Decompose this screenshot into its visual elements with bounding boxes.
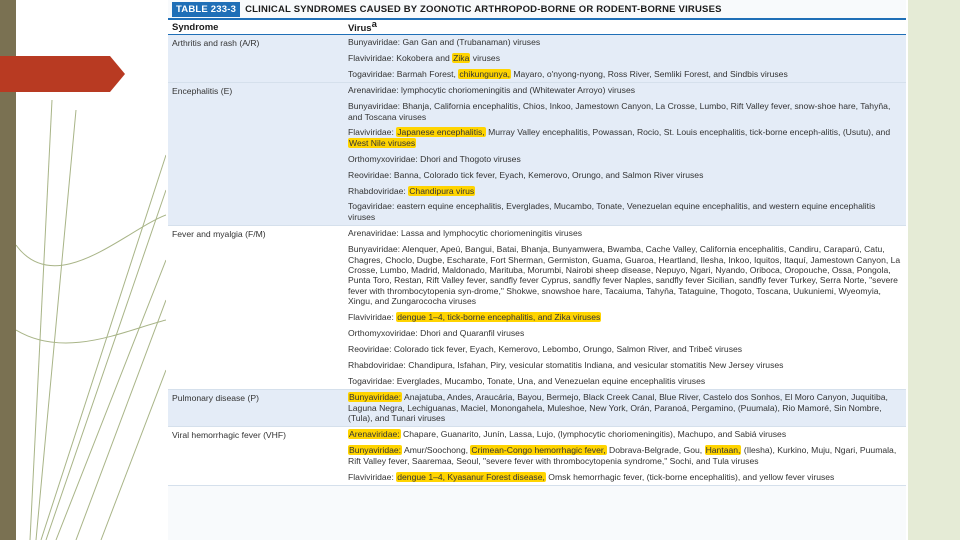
entry-text: Togaviridae: eastern equine encephalitis, Everglades, Mucambo, Tonate, Venezuelan equine encephalitis, and western equine encephalitis viruses bbox=[348, 201, 876, 222]
entry-text: Arenaviridae: Lassa and lymphocytic choriomeningitis viruses bbox=[348, 228, 583, 239]
table-row bbox=[168, 390, 906, 427]
table-header bbox=[168, 0, 906, 20]
virus-family-entry bbox=[348, 69, 902, 79]
entry-text: Chapare, Guanarito, Junín, Lassa, Lujo, (lymphocytic choriomeningitis), Machupo, and Sabiá viruses bbox=[400, 429, 787, 440]
highlighted-text: dengue 1–4, tick-borne encephalitis, and Zika viruses bbox=[397, 312, 601, 323]
syndrome-cell: Pulmonary disease (P) bbox=[172, 393, 259, 404]
table-title: CLINICAL SYNDROMES CAUSED BY ZOONOTIC ARTHROPOD-BORNE OR RODENT-BORNE VIRUSES bbox=[245, 3, 722, 15]
entry-text: Dobrava-Belgrade, Gou, bbox=[606, 445, 705, 456]
virus-cell bbox=[348, 226, 906, 389]
syndrome-cell: Arthritis and rash (A/R) bbox=[172, 38, 260, 48]
virus-column-header bbox=[348, 19, 906, 34]
virus-family-entry bbox=[348, 392, 902, 423]
entry-text: Reoviridae: Colorado tick fever, Eyach, Kemerovo, Lebombo, Orungo, Salmon River, and Tribeč viruses bbox=[348, 343, 743, 354]
highlighted-text: dengue 1–4, Kyasanur Forest disease, bbox=[397, 471, 545, 482]
entry-text: Togaviridae: Barmah Forest, bbox=[348, 68, 459, 79]
virus-family-entry bbox=[348, 344, 902, 354]
virus-family-entry bbox=[348, 244, 902, 306]
highlighted-text: Bunyaviridae: bbox=[349, 392, 402, 403]
table-number: TABLE 233-3 bbox=[172, 2, 240, 17]
entry-text: Rhabdoviridae: bbox=[348, 185, 409, 196]
entry-text: Amur/Soochong, bbox=[402, 445, 471, 456]
entry-text: Bunyaviridae: Alenquer, Apeú, Bangui, Batai, Bhanja, Bunyamwera, Bwamba, Cache Valley, California encephalitis, Candiru, Caraparú, Catu, Chagres, Choclo, Dugbe, Escharate, Fort Sherman, Germiston, Guama, Guaroa, Heartland, Ilesha, Inkoo, Iquitos, Itaquí, Jamestown Canyon, La Crosse, Lumbo, Madrid, Maldonado, Marituba, Morumbi, Nairobi sheep disease, Nepuyo, Ngari, Nyando, Oriboca, Oropouche, Ossa, Pongola, Punta Toro, Restan, Rift Valley fever, sandfly fever Cyprus, sandfly fever Naples, sandfly fever Sicilian, sandfly fever Turkey, Serra Norte, "severe fever with thrombocytopenia syn-drome," Shokwe, snowshoe hare, Tacaiuma, Tahyňa, Tataguine, Thogoto, Toscana, Uukuniemi, Wyeomyia, Xingu, and Zungarococha viruses bbox=[348, 244, 901, 307]
syndrome-cell: Fever and myalgia (F/M) bbox=[172, 229, 266, 240]
table-body bbox=[168, 35, 906, 486]
entry-text: Omsk hemorrhagic fever, (tick-borne encephalitis), and yellow fever viruses bbox=[545, 471, 835, 482]
column-headers bbox=[168, 20, 906, 35]
virus-family-entry bbox=[348, 376, 902, 386]
entry-text: Flaviviridae: bbox=[348, 471, 397, 482]
highlighted-text: chikungunya, bbox=[459, 68, 510, 79]
highlighted-text: Hantaan, bbox=[705, 445, 741, 456]
highlighted-text: Japanese encephalitis, bbox=[397, 127, 485, 138]
table-row bbox=[168, 83, 906, 226]
entry-text: Flaviviridae: bbox=[348, 127, 397, 138]
virus-cell bbox=[348, 390, 906, 426]
virus-family-entry bbox=[348, 154, 902, 164]
clinical-syndromes-table bbox=[168, 0, 906, 540]
virus-family-entry bbox=[348, 312, 902, 322]
entry-text: Orthomyxoviridae: Dhori and Quaranfil viruses bbox=[348, 328, 525, 339]
highlighted-text: Crimean-Congo hemorrhagic fever, bbox=[471, 445, 606, 456]
virus-family-entry bbox=[348, 186, 902, 196]
highlighted-text: Bunyaviridae: bbox=[349, 445, 402, 456]
entry-text: Rhabdoviridae: Chandipura, Isfahan, Piry, vesicular stomatitis Indiana, and vesicular stomatitis New Jersey viruses bbox=[348, 359, 784, 370]
highlighted-text: Zika bbox=[453, 52, 470, 63]
highlighted-text: Arenaviridae: bbox=[349, 429, 400, 440]
entry-text: viruses bbox=[470, 52, 500, 63]
table-row bbox=[168, 35, 906, 83]
virus-family-entry bbox=[348, 101, 902, 122]
virus-family-entry bbox=[348, 429, 902, 439]
entry-text: Arenaviridae: lymphocytic choriomeningitis and (Whitewater Arroyo) viruses bbox=[348, 85, 636, 96]
entry-text: Orthomyxoviridae: Dhori and Thogoto viruses bbox=[348, 153, 521, 164]
virus-family-entry bbox=[348, 85, 902, 95]
highlighted-text: Chandipura virus bbox=[409, 185, 475, 196]
entry-text: Togaviridae: Everglades, Mucambo, Tonate, Una, and Venezuelan equine encephalitis viruses bbox=[348, 375, 706, 386]
entry-text: (Ilesha), Kurkino, Muju, Ngari, Puumala, Rift Valley fever, Saaremaa, Seoul, "severe fever with thrombocytopenia syndrome," Sochi, and Tula viruses bbox=[348, 445, 897, 466]
entry-text: Flaviviridae: Kokobera and bbox=[348, 52, 453, 63]
highlighted-text: West Nile viruses bbox=[349, 137, 416, 148]
entry-text: Anajatuba, Andes, Araucária, Bayou, Bermejo, Black Creek Canal, Blue River, Castelo dos Sonhos, El Moro Canyon, Juquitiba, Laguna Negra, Lechiguanas, Maciel, Monongahela, Muleshoe, New York, Orán, Paranoá, Pergamino, (Puumala), Rio Mamoré, Sin Nombre, (Tula), and Tunari viruses bbox=[348, 392, 888, 423]
virus-family-entry bbox=[348, 201, 902, 222]
virus-cell bbox=[348, 35, 906, 82]
entry-text: Bunyaviridae: Gan Gan and (Trubanaman) viruses bbox=[348, 37, 541, 47]
table-row bbox=[168, 226, 906, 390]
virus-family-entry bbox=[348, 360, 902, 370]
virus-family-entry bbox=[348, 53, 902, 63]
virus-header-label: Virus bbox=[348, 23, 372, 35]
virus-family-entry bbox=[348, 445, 902, 466]
virus-family-entry bbox=[348, 37, 902, 47]
virus-cell bbox=[348, 427, 906, 485]
entry-text: Murray Valley encephalitis, Powassan, Rocio, St. Louis encephalitis, tick-borne enceph-alitis, (Usutu), and bbox=[485, 127, 891, 138]
syndrome-column-header: Syndrome bbox=[172, 21, 219, 33]
virus-family-entry bbox=[348, 228, 902, 238]
right-decorative-panel bbox=[908, 0, 960, 540]
syndrome-cell: Encephalitis (E) bbox=[172, 86, 233, 97]
virus-family-entry bbox=[348, 127, 902, 148]
syndrome-cell: Viral hemorrhagic fever (VHF) bbox=[172, 430, 286, 441]
table-row bbox=[168, 427, 906, 486]
virus-header-footnote: a bbox=[371, 19, 377, 31]
virus-cell bbox=[348, 83, 906, 225]
virus-family-entry bbox=[348, 170, 902, 180]
virus-family-entry bbox=[348, 328, 902, 338]
entry-text: Flaviviridae: bbox=[348, 312, 397, 323]
virus-family-entry bbox=[348, 472, 902, 482]
entry-text: Mayaro, o'nyong-nyong, Ross River, Semliki Forest, and Sindbis viruses bbox=[511, 68, 788, 79]
red-arrow-marker bbox=[0, 56, 125, 92]
entry-text: Reoviridae: Banna, Colorado tick fever, Eyach, Kemerovo, Orungo, and Salmon River viruses bbox=[348, 169, 704, 180]
entry-text: Bunyaviridae: Bhanja, California encephalitis, Chios, Inkoo, Jamestown Canyon, La Crosse, Lumbo, Rift Valley fever, snow-shoe hare, Tahyňa, and Toscana viruses bbox=[348, 101, 891, 122]
